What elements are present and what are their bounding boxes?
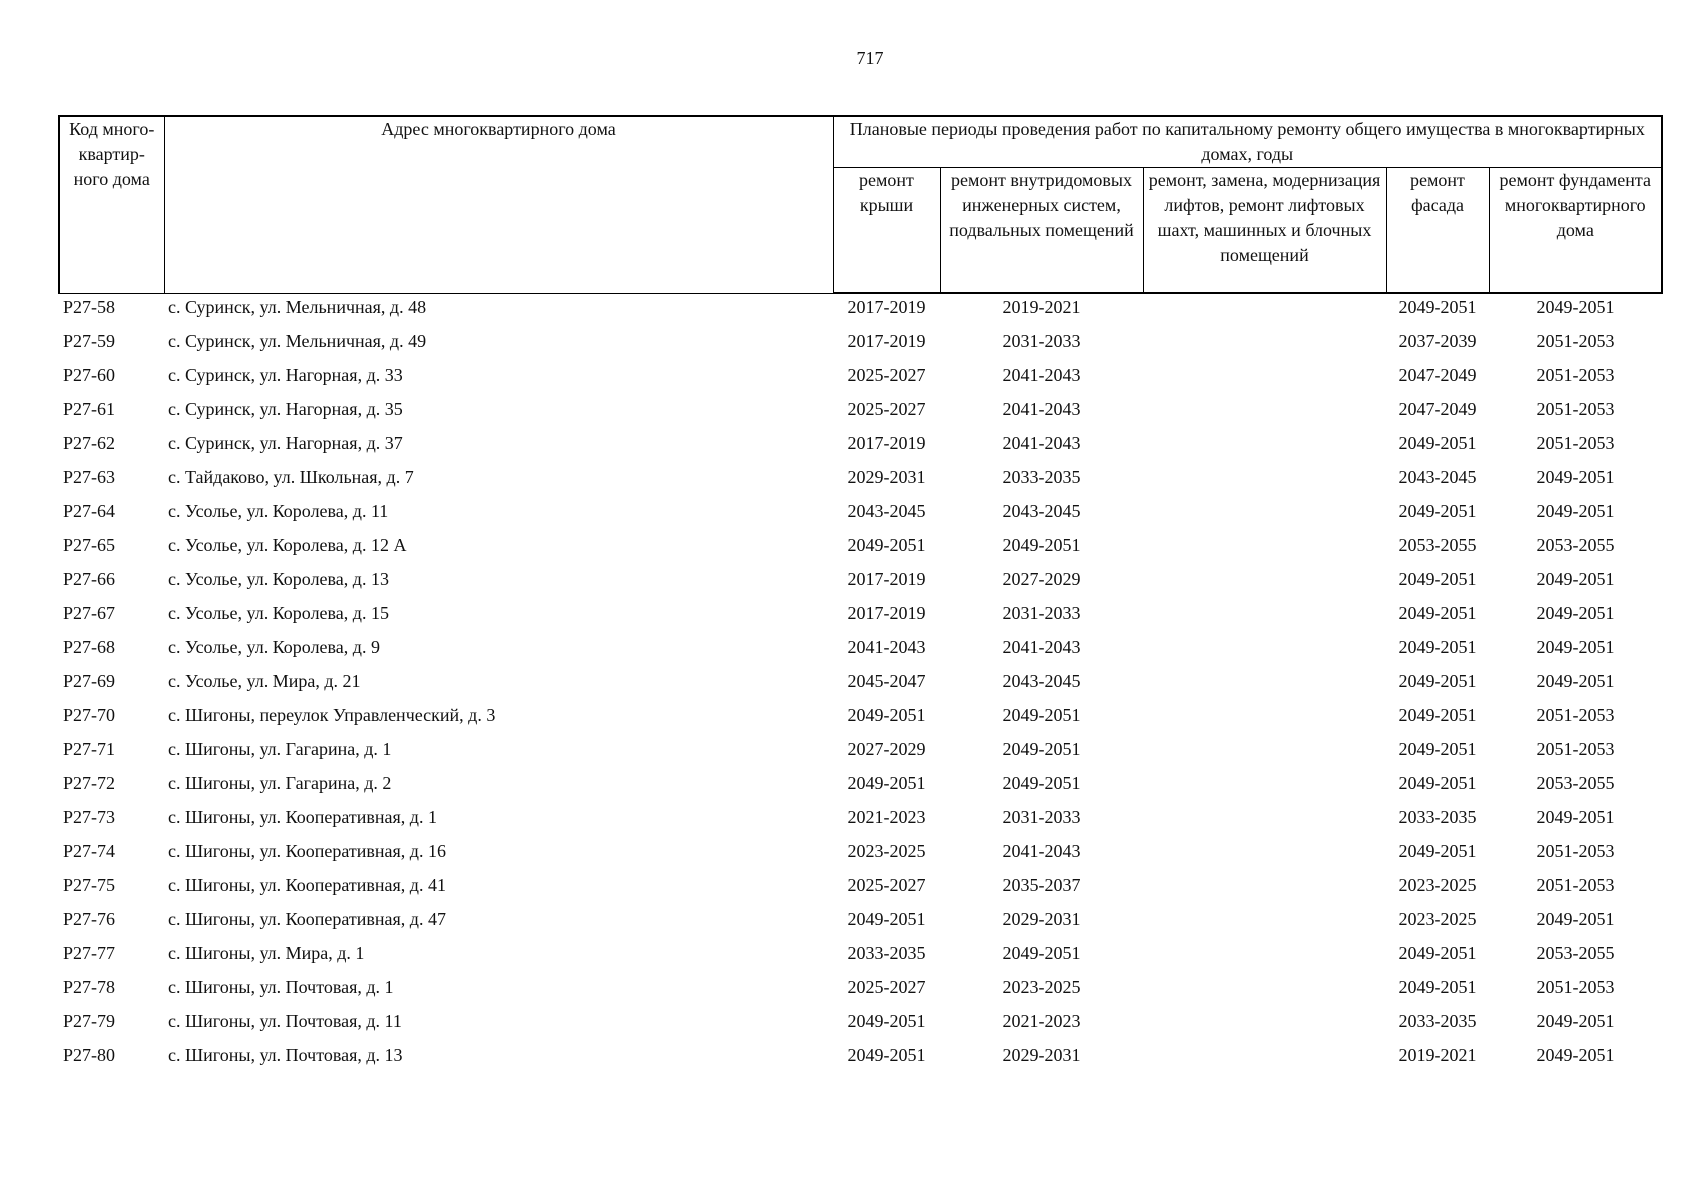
cell-foundation: 2051-2053 [1536, 399, 1615, 419]
cell-facade: 2047-2049 [1398, 365, 1477, 385]
cell-code: Р27-65 [63, 535, 116, 555]
table-row [59, 668, 1662, 702]
cell-engineering: 2031-2033 [1002, 331, 1081, 351]
table-row [59, 498, 1662, 532]
cell-code: Р27-75 [63, 875, 116, 895]
cell-facade: 2023-2025 [1398, 875, 1477, 895]
cell-facade: 2049-2051 [1398, 569, 1477, 589]
cell-elevators [1143, 940, 1386, 974]
cell-foundation: 2051-2053 [1536, 365, 1615, 385]
cell-elevators [1143, 498, 1386, 532]
cell-foundation: 2053-2055 [1536, 535, 1615, 555]
cell-roof: 2023-2025 [847, 841, 926, 861]
cell-roof: 2017-2019 [847, 603, 926, 623]
cell-elevators [1143, 464, 1386, 498]
cell-foundation: 2049-2051 [1536, 909, 1615, 929]
cell-foundation: 2051-2053 [1536, 977, 1615, 997]
cell-address: с. Шигоны, ул. Гагарина, д. 2 [168, 773, 392, 793]
header-foundation: ремонт фундамента многоквартирного дома [1489, 168, 1662, 294]
cell-address: с. Шигоны, ул. Почтовая, д. 11 [168, 1011, 402, 1031]
cell-engineering: 2019-2021 [1002, 297, 1081, 317]
cell-code: Р27-59 [63, 331, 116, 351]
cell-facade: 2033-2035 [1398, 1011, 1477, 1031]
cell-facade: 2033-2035 [1398, 807, 1477, 827]
cell-facade: 2053-2055 [1398, 535, 1477, 555]
table-row [59, 838, 1662, 872]
table-body [59, 293, 1662, 1076]
table-row [59, 736, 1662, 770]
cell-foundation: 2049-2051 [1536, 671, 1615, 691]
cell-code: Р27-61 [63, 399, 116, 419]
cell-elevators [1143, 532, 1386, 566]
cell-engineering: 2049-2051 [1002, 943, 1081, 963]
cell-roof: 2049-2051 [847, 773, 926, 793]
cell-elevators [1143, 906, 1386, 940]
cell-elevators [1143, 566, 1386, 600]
cell-engineering: 2023-2025 [1002, 977, 1081, 997]
table-row [59, 634, 1662, 668]
cell-roof: 2049-2051 [847, 1045, 926, 1065]
cell-foundation: 2051-2053 [1536, 433, 1615, 453]
cell-roof: 2025-2027 [847, 365, 926, 385]
table-row [59, 1008, 1662, 1042]
cell-elevators [1143, 293, 1386, 328]
cell-elevators [1143, 1042, 1386, 1076]
cell-address: с. Шигоны, ул. Кооперативная, д. 41 [168, 875, 446, 895]
header-periods: Плановые периоды проведения работ по капитальному ремонту общего имущества в многоквартирных домах, годы [833, 116, 1662, 168]
cell-address: с. Суринск, ул. Нагорная, д. 35 [168, 399, 403, 419]
cell-code: Р27-58 [63, 296, 116, 317]
cell-foundation: 2049-2051 [1536, 1045, 1615, 1065]
cell-address: с. Суринск, ул. Нагорная, д. 37 [168, 433, 403, 453]
cell-engineering: 2027-2029 [1002, 569, 1081, 589]
cell-facade: 2049-2051 [1398, 739, 1477, 759]
cell-code: Р27-64 [63, 501, 116, 521]
cell-code: Р27-74 [63, 841, 116, 861]
cell-code: Р27-60 [63, 365, 116, 385]
cell-address: с. Усолье, ул. Королева, д. 13 [168, 569, 389, 589]
cell-code: Р27-70 [63, 705, 116, 725]
cell-elevators [1143, 838, 1386, 872]
cell-foundation: 2053-2055 [1536, 943, 1615, 963]
cell-roof: 2017-2019 [847, 297, 926, 317]
cell-facade: 2049-2051 [1398, 773, 1477, 793]
cell-engineering: 2043-2045 [1002, 501, 1081, 521]
cell-foundation: 2049-2051 [1536, 569, 1615, 589]
cell-engineering: 2049-2051 [1002, 535, 1081, 555]
cell-address: с. Суринск, ул. Нагорная, д. 33 [168, 365, 403, 385]
cell-address: с. Усолье, ул. Королева, д. 12 А [168, 535, 407, 555]
cell-facade: 2043-2045 [1398, 467, 1477, 487]
cell-address: с. Усолье, ул. Королева, д. 11 [168, 501, 389, 521]
cell-code: Р27-77 [63, 943, 116, 963]
header-facade: ремонт фасада [1386, 168, 1489, 294]
cell-engineering: 2041-2043 [1002, 399, 1081, 419]
repair-schedule-table-container [58, 115, 1663, 1076]
cell-facade: 2023-2025 [1398, 909, 1477, 929]
cell-roof: 2025-2027 [847, 875, 926, 895]
header-roof: ремонт крыши [833, 168, 940, 294]
cell-address: с. Усолье, ул. Мира, д. 21 [168, 671, 361, 691]
cell-code: Р27-76 [63, 909, 116, 929]
cell-foundation: 2053-2055 [1536, 773, 1615, 793]
table-header [59, 116, 1662, 293]
table-row [59, 906, 1662, 940]
cell-foundation: 2049-2051 [1536, 637, 1615, 657]
cell-engineering: 2049-2051 [1002, 773, 1081, 793]
cell-code: Р27-66 [63, 569, 116, 589]
cell-code: Р27-69 [63, 671, 116, 691]
cell-elevators [1143, 430, 1386, 464]
header-code: Код много-квартир-ного дома [59, 116, 164, 293]
cell-engineering: 2041-2043 [1002, 433, 1081, 453]
cell-elevators [1143, 872, 1386, 906]
table-row [59, 566, 1662, 600]
cell-address: с. Шигоны, ул. Почтовая, д. 13 [168, 1045, 403, 1065]
cell-roof: 2027-2029 [847, 739, 926, 759]
table-row [59, 532, 1662, 566]
cell-facade: 2049-2051 [1398, 603, 1477, 623]
cell-facade: 2049-2051 [1398, 841, 1477, 861]
table-row [59, 430, 1662, 464]
table-row [59, 804, 1662, 838]
table-row [59, 396, 1662, 430]
cell-roof: 2017-2019 [847, 569, 926, 589]
cell-elevators [1143, 668, 1386, 702]
cell-facade: 2049-2051 [1398, 433, 1477, 453]
cell-roof: 2017-2019 [847, 331, 926, 351]
table-row [59, 293, 1662, 328]
cell-code: Р27-80 [63, 1045, 116, 1065]
cell-address: с. Шигоны, ул. Кооперативная, д. 1 [168, 807, 437, 827]
cell-roof: 2025-2027 [847, 399, 926, 419]
cell-engineering: 2041-2043 [1002, 841, 1081, 861]
cell-address: с. Усолье, ул. Королева, д. 15 [168, 603, 389, 623]
cell-engineering: 2031-2033 [1002, 603, 1081, 623]
cell-foundation: 2051-2053 [1536, 875, 1615, 895]
cell-elevators [1143, 396, 1386, 430]
repair-schedule-table [58, 115, 1663, 1076]
cell-code: Р27-73 [63, 807, 116, 827]
table-row [59, 328, 1662, 362]
cell-address: с. Шигоны, переулок Управленческий, д. 3 [168, 705, 496, 725]
cell-foundation: 2051-2053 [1536, 705, 1615, 725]
cell-roof: 2029-2031 [847, 467, 926, 487]
cell-roof: 2049-2051 [847, 909, 926, 929]
page-number: 717 [856, 48, 884, 68]
table-row [59, 872, 1662, 906]
cell-roof: 2041-2043 [847, 637, 926, 657]
table-row [59, 940, 1662, 974]
cell-address: с. Тайдаково, ул. Школьная, д. 7 [168, 467, 414, 487]
cell-engineering: 2029-2031 [1002, 909, 1081, 929]
cell-facade: 2049-2051 [1398, 705, 1477, 725]
table-row [59, 1042, 1662, 1076]
cell-engineering: 2033-2035 [1002, 467, 1081, 487]
cell-code: Р27-63 [63, 467, 116, 487]
cell-foundation: 2049-2051 [1536, 603, 1615, 623]
table-row [59, 464, 1662, 498]
cell-code: Р27-67 [63, 603, 116, 623]
cell-address: с. Шигоны, ул. Мира, д. 1 [168, 943, 365, 963]
cell-address: с. Шигоны, ул. Кооперативная, д. 47 [168, 909, 446, 929]
cell-roof: 2045-2047 [847, 671, 926, 691]
cell-engineering: 2041-2043 [1002, 637, 1081, 657]
cell-roof: 2021-2023 [847, 807, 926, 827]
cell-engineering: 2031-2033 [1002, 807, 1081, 827]
table-row [59, 600, 1662, 634]
cell-roof: 2049-2051 [847, 705, 926, 725]
cell-code: Р27-62 [63, 433, 116, 453]
cell-engineering: 2029-2031 [1002, 1045, 1081, 1065]
cell-facade: 2049-2051 [1398, 501, 1477, 521]
header-engineering: ремонт внутридомовых инженерных систем, подвальных помещений [940, 168, 1143, 294]
cell-engineering: 2043-2045 [1002, 671, 1081, 691]
cell-elevators [1143, 362, 1386, 396]
header-address: Адрес многоквартирного дома [164, 116, 833, 293]
cell-code: Р27-72 [63, 773, 116, 793]
cell-facade: 2049-2051 [1398, 671, 1477, 691]
cell-code: Р27-68 [63, 637, 116, 657]
cell-elevators [1143, 634, 1386, 668]
cell-engineering: 2041-2043 [1002, 365, 1081, 385]
cell-elevators [1143, 600, 1386, 634]
cell-foundation: 2049-2051 [1536, 1011, 1615, 1031]
cell-facade: 2047-2049 [1398, 399, 1477, 419]
cell-foundation: 2049-2051 [1536, 501, 1615, 521]
cell-elevators [1143, 736, 1386, 770]
cell-elevators [1143, 328, 1386, 362]
cell-address: с. Шигоны, ул. Гагарина, д. 1 [168, 739, 392, 759]
cell-code: Р27-79 [63, 1011, 116, 1031]
cell-elevators [1143, 702, 1386, 736]
cell-roof: 2025-2027 [847, 977, 926, 997]
table-row [59, 770, 1662, 804]
cell-code: Р27-78 [63, 977, 116, 997]
cell-facade: 2049-2051 [1398, 943, 1477, 963]
cell-foundation: 2049-2051 [1536, 467, 1615, 487]
cell-engineering: 2049-2051 [1002, 705, 1081, 725]
cell-address: с. Суринск, ул. Мельничная, д. 49 [168, 331, 427, 351]
table-row [59, 362, 1662, 396]
cell-engineering: 2035-2037 [1002, 875, 1081, 895]
cell-engineering: 2049-2051 [1002, 739, 1081, 759]
cell-facade: 2019-2021 [1398, 1045, 1477, 1065]
cell-elevators [1143, 770, 1386, 804]
cell-foundation: 2051-2053 [1536, 739, 1615, 759]
cell-foundation: 2049-2051 [1536, 807, 1615, 827]
table-row [59, 974, 1662, 1008]
cell-roof: 2049-2051 [847, 535, 926, 555]
cell-elevators [1143, 804, 1386, 838]
cell-engineering: 2021-2023 [1002, 1011, 1081, 1031]
cell-foundation: 2049-2051 [1536, 297, 1615, 317]
table-row [59, 702, 1662, 736]
cell-facade: 2037-2039 [1398, 331, 1477, 351]
cell-roof: 2033-2035 [847, 943, 926, 963]
cell-roof: 2049-2051 [847, 1011, 926, 1031]
cell-facade: 2049-2051 [1398, 637, 1477, 657]
cell-address: с. Усолье, ул. Королева, д. 9 [168, 637, 380, 657]
cell-foundation: 2051-2053 [1536, 841, 1615, 861]
cell-address: с. Суринск, ул. Мельничная, д. 48 [168, 296, 427, 317]
cell-address: с. Шигоны, ул. Почтовая, д. 1 [168, 977, 394, 997]
cell-foundation: 2051-2053 [1536, 331, 1615, 351]
cell-code: Р27-71 [63, 739, 116, 759]
cell-address: с. Шигоны, ул. Кооперативная, д. 16 [168, 841, 446, 861]
cell-roof: 2043-2045 [847, 501, 926, 521]
cell-elevators [1143, 974, 1386, 1008]
cell-roof: 2017-2019 [847, 433, 926, 453]
cell-facade: 2049-2051 [1398, 297, 1477, 317]
cell-elevators [1143, 1008, 1386, 1042]
header-elevators: ремонт, замена, модернизация лифтов, ремонт лифтовых шахт, машинных и блочных помещений [1143, 168, 1386, 294]
cell-facade: 2049-2051 [1398, 977, 1477, 997]
